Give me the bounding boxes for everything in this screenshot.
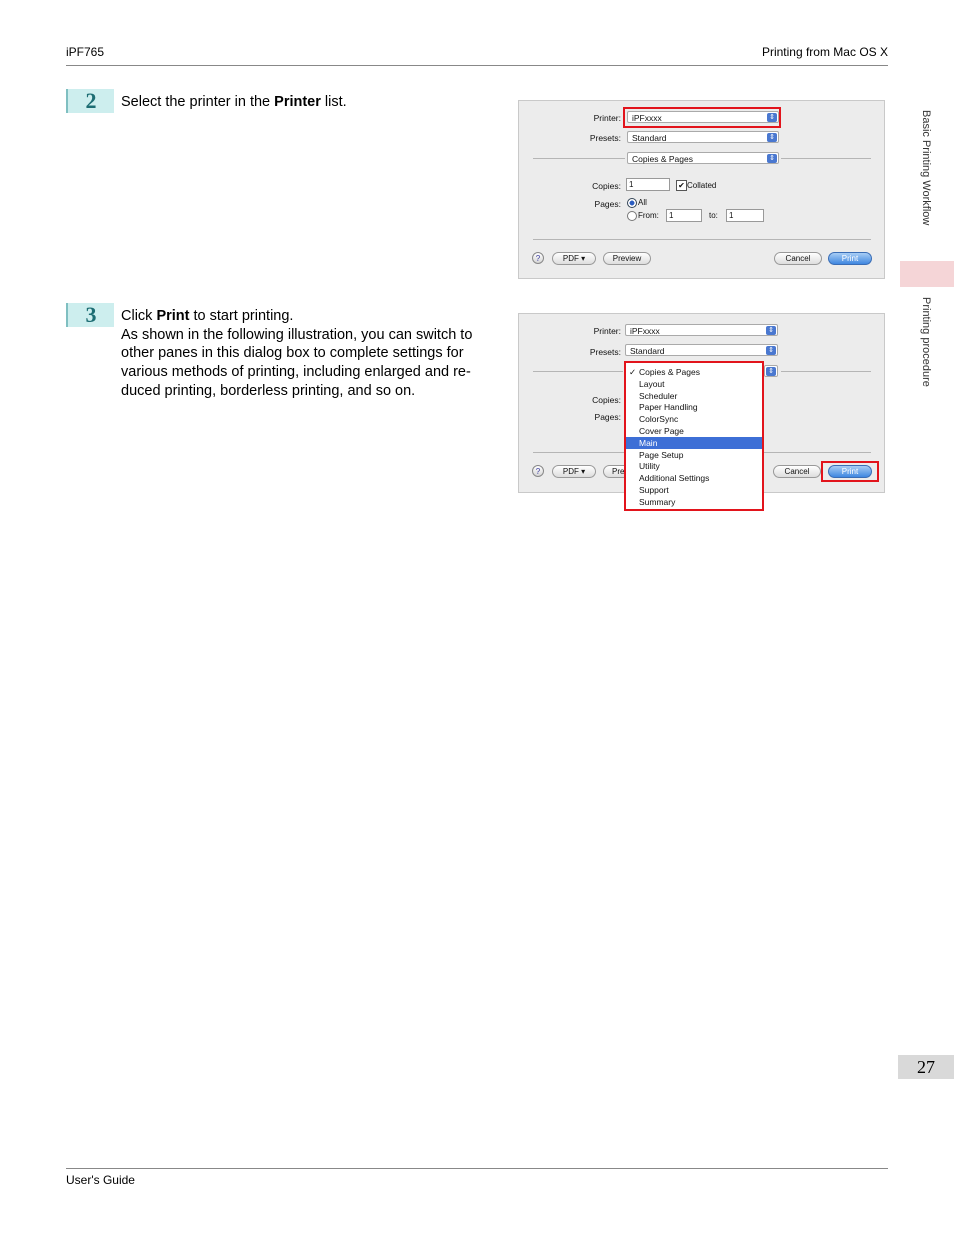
menu-item-label: Support [639, 485, 669, 495]
collated-label: Collated [687, 181, 717, 190]
separator [533, 239, 871, 240]
popup-arrows-icon: ⇕ [767, 113, 777, 122]
help-icon[interactable]: ? [532, 465, 544, 477]
step-3-line-1-after: to start printing. [189, 308, 294, 324]
menu-item[interactable] [626, 390, 762, 402]
step-3-line-1-before: Click [121, 308, 157, 324]
menu-item[interactable] [626, 484, 762, 496]
page-number: 27 [898, 1055, 954, 1079]
menu-item-label: Utility [639, 461, 660, 472]
step-3-line-1 [121, 307, 501, 326]
step-3-badge: 3 [66, 303, 114, 327]
collated-checkbox[interactable]: ✔ [676, 180, 687, 191]
header-rule [66, 65, 888, 66]
menu-item[interactable] [626, 425, 762, 437]
copies-label: Copies: [592, 395, 621, 405]
menu-item-label: Cover Page [639, 426, 684, 436]
header-right: Printing from Mac OS X [761, 45, 888, 59]
help-icon[interactable]: ? [532, 252, 544, 264]
step-3-paragraph: As shown in the following illustration, you can switch to other panes in this dialog box to complete settings for various methods of printing, including enlarged and re-duced printing, borderless printing, and so on. [121, 326, 473, 399]
pdf-button[interactable]: PDF ▾ [552, 465, 596, 478]
from-field[interactable]: 1 [666, 209, 702, 222]
step-2-text-after: list. [320, 94, 347, 110]
copies-field[interactable]: 1 [626, 178, 670, 191]
all-label: All [638, 198, 647, 207]
printer-popup-value: iPFxxxx [630, 326, 660, 336]
popup-arrows-icon: ⇕ [766, 326, 776, 335]
separator [533, 158, 625, 159]
presets-label: Presets: [589, 133, 621, 143]
preview-button[interactable]: Preview [603, 252, 651, 265]
menu-item-label: Paper Handling [639, 402, 698, 413]
menu-item[interactable] [626, 413, 762, 425]
presets-popup-value: Standard [632, 133, 667, 143]
copies-label: Copies: [592, 181, 621, 191]
presets-popup[interactable] [627, 131, 779, 143]
side-subsection-label: Printing procedure [920, 297, 932, 387]
printer-popup[interactable] [625, 324, 778, 336]
menu-item-label: Page Setup [639, 449, 684, 460]
popup-arrows-icon: ⇕ [766, 367, 776, 376]
separator [533, 371, 623, 372]
printer-popup-value: iPFxxxx [632, 113, 662, 123]
separator [781, 371, 871, 372]
pages-label: Pages: [594, 199, 621, 209]
presets-popup[interactable] [625, 344, 778, 356]
popup-arrows-icon: ⇕ [767, 154, 777, 163]
footer-rule [66, 1168, 888, 1169]
menu-item[interactable] [626, 437, 762, 449]
menu-item-label: ColorSync [639, 414, 679, 425]
step-3-line-1-bold: Print [156, 308, 190, 324]
presets-label: Presets: [589, 347, 621, 357]
menu-item-label: Scheduler [639, 390, 678, 401]
step-2-text [121, 93, 501, 112]
from-radio[interactable] [627, 211, 637, 221]
step-3-text [121, 307, 501, 401]
popup-arrows-icon: ⇕ [766, 346, 776, 355]
menu-item[interactable] [626, 449, 762, 461]
menu-item[interactable] [626, 366, 762, 378]
print-button[interactable]: Print [828, 465, 872, 478]
step-2-badge: 2 [66, 89, 114, 113]
menu-item[interactable] [626, 401, 762, 413]
printer-label: Printer: [593, 326, 621, 336]
cancel-button[interactable]: Cancel [774, 252, 822, 265]
pane-menu [624, 361, 764, 511]
cancel-button[interactable]: Cancel [773, 465, 821, 478]
all-radio[interactable] [627, 198, 637, 208]
separator [781, 158, 871, 159]
header-left: iPF765 [66, 45, 105, 59]
printer-highlight [623, 107, 781, 128]
popup-arrows-icon: ⇕ [767, 133, 777, 142]
presets-popup-value: Standard [630, 346, 665, 356]
preview-button[interactable]: Pre [603, 465, 633, 478]
menu-item-label: Summary [639, 496, 676, 507]
checkmark-icon: ✓ [629, 367, 637, 377]
step-2-text-before: Select the printer in the [121, 94, 275, 110]
to-label: to: [709, 211, 718, 220]
print-dialog-2 [518, 313, 885, 507]
pane-popup[interactable] [764, 365, 778, 377]
menu-item[interactable] [626, 472, 762, 484]
footer-left: User's Guide [66, 1173, 135, 1187]
side-section-label: Basic Printing Workflow [920, 110, 932, 226]
pane-popup[interactable] [627, 152, 779, 164]
menu-item-label: Layout [639, 378, 665, 389]
menu-item[interactable] [626, 496, 762, 508]
from-label: From: [638, 211, 659, 220]
side-tab-marker [900, 261, 954, 287]
to-field[interactable]: 1 [726, 209, 764, 222]
menu-item-label: Copies & Pages [639, 367, 700, 377]
print-highlight [821, 461, 879, 482]
menu-item[interactable] [626, 378, 762, 390]
pane-popup-value: Copies & Pages [632, 154, 693, 164]
menu-item[interactable] [626, 460, 762, 472]
menu-item-label: Main [639, 437, 658, 448]
pages-label: Pages: [594, 412, 621, 422]
menu-item-label: Additional Settings [639, 473, 710, 484]
print-button[interactable]: Print [828, 252, 872, 265]
printer-label: Printer: [593, 113, 621, 123]
pdf-button[interactable]: PDF ▾ [552, 252, 596, 265]
print-dialog-1 [518, 100, 885, 279]
step-2-text-bold: Printer [274, 94, 321, 110]
